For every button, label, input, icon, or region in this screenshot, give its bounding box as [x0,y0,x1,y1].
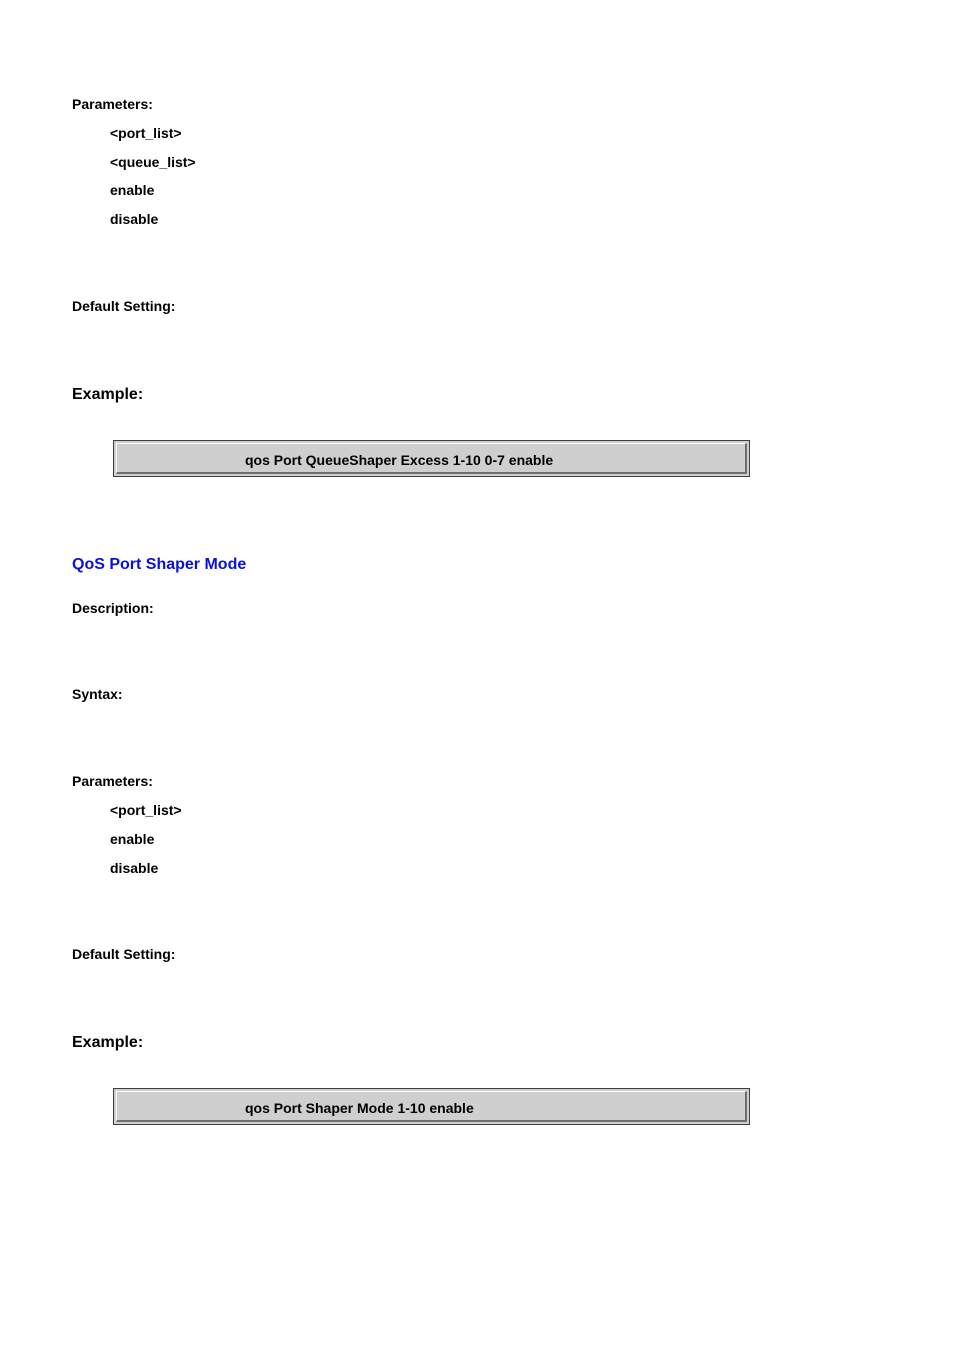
parameters-heading: Parameters: [72,773,153,789]
example-command-inner [116,443,747,474]
param-disable: disable [110,211,159,227]
example-command-inner [116,1091,747,1122]
example-command-box [113,1088,750,1125]
example-command-text: qos Port Shaper Mode 1-10 enable [245,1100,474,1116]
description-heading: Description: [72,600,154,616]
example-command-box [113,440,750,477]
parameters-heading: Parameters: [72,96,153,112]
param-queue-list: <queue_list> [110,154,196,170]
section-title: QoS Port Shaper Mode [72,556,247,573]
param-port-list: <port_list> [110,125,182,141]
default-setting-heading: Default Setting: [72,298,176,314]
param-port-list: <port_list> [110,802,182,818]
syntax-heading: Syntax: [72,686,123,702]
param-enable: enable [110,182,155,198]
param-disable: disable [110,860,159,876]
example-heading: Example: [72,1034,144,1051]
example-heading: Example: [72,386,144,403]
example-command-text: qos Port QueueShaper Excess 1-10 0-7 enable [245,452,554,468]
default-setting-heading: Default Setting: [72,946,176,962]
param-enable: enable [110,831,155,847]
